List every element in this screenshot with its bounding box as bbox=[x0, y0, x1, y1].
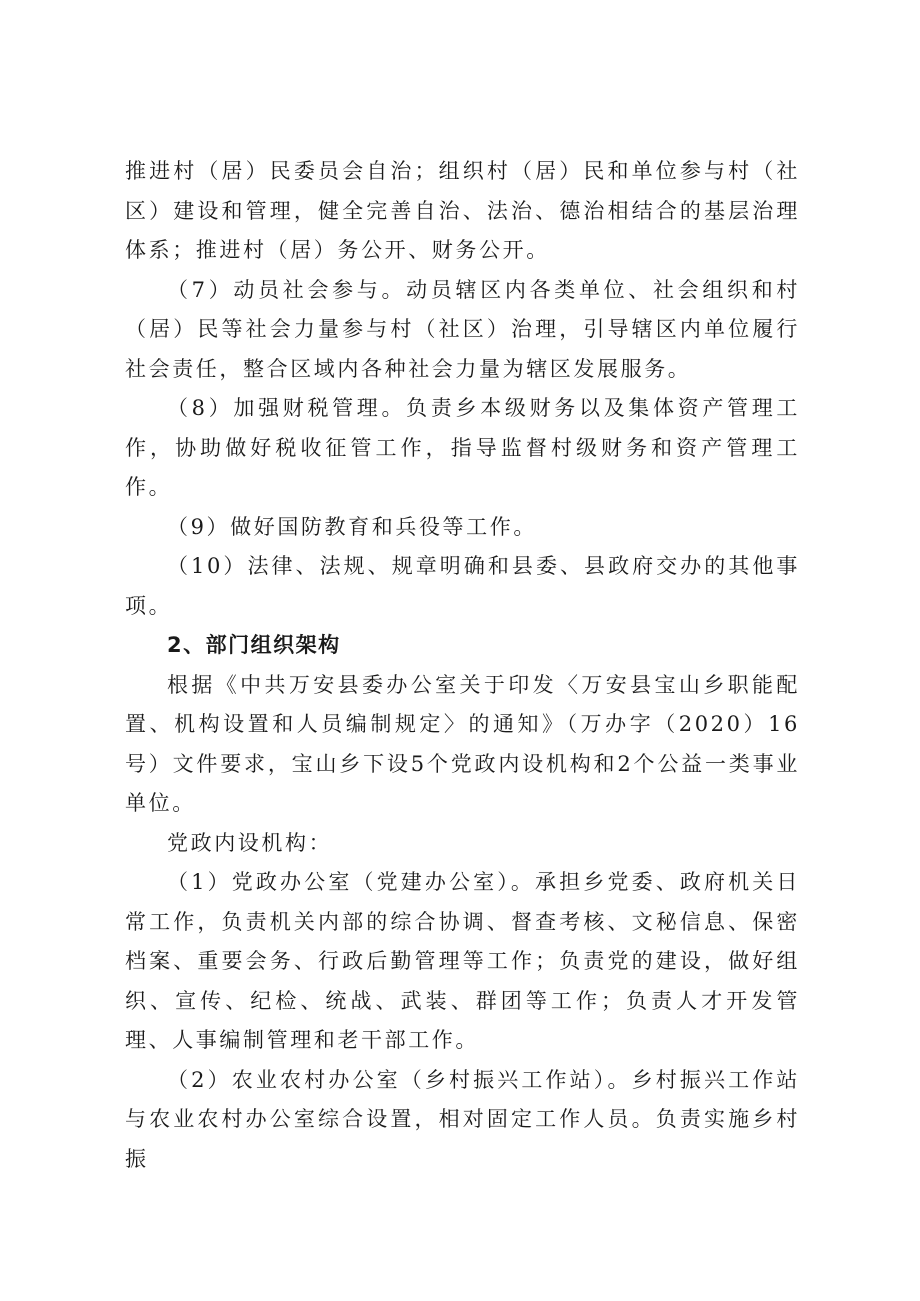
section-heading-org-structure: 2、部门组织架构 bbox=[167, 633, 341, 657]
paragraph-org-2: （2）农业农村办公室（乡村振兴工作站）。乡村振兴工作站与农业农村办公室综合设置，相对固定工作人员。负责实施乡村振 bbox=[125, 1067, 800, 1171]
paragraph-item-7: （7）动员社会参与。动员辖区内各类单位、社会组织和村（居）民等社会力量参与村（社区）治理，引导辖区内单位履行社会责任，整合区域内各种社会力量为辖区发展服务。 bbox=[125, 277, 800, 381]
paragraph-section-intro: 根据《中共万安县委办公室关于印发〈万安县宝山乡职能配置、机构设置和人员编制规定〉的通知》（万办字（2020）16号）文件要求，宝山乡下设5个党政内设机构和2个公益一类事业单位。 bbox=[125, 672, 800, 815]
subheading-party-government-offices: 党政内设机构： bbox=[167, 830, 333, 855]
document-body bbox=[125, 152, 800, 1179]
paragraph-continuation: 推进村（居）民委员会自治；组织村（居）民和单位参与村（社区）建设和管理，健全完善自治、法治、德治相结合的基层治理体系；推进村（居）务公开、财务公开。 bbox=[125, 159, 800, 262]
paragraph-item-10: （10）法律、法规、规章明确和县委、县政府交办的其他事项。 bbox=[125, 554, 800, 618]
paragraph-item-8: （8）加强财税管理。负责乡本级财务以及集体资产管理工作，协助做好税收征管工作，指导监督村级财务和资产管理工作。 bbox=[125, 396, 800, 499]
paragraph-org-1: （1）党政办公室（党建办公室）。承担乡党委、政府机关日常工作，负责机关内部的综合协调、督查考核、文秘信息、保密档案、重要会务、行政后勤管理等工作；负责党的建设，做好组织、宣传、纪检、统战、武装、群团等工作；负责人才开发管理、人事编制管理和老干部工作。 bbox=[125, 870, 800, 1052]
paragraph-item-9: （9）做好国防教育和兵役等工作。 bbox=[167, 514, 537, 539]
